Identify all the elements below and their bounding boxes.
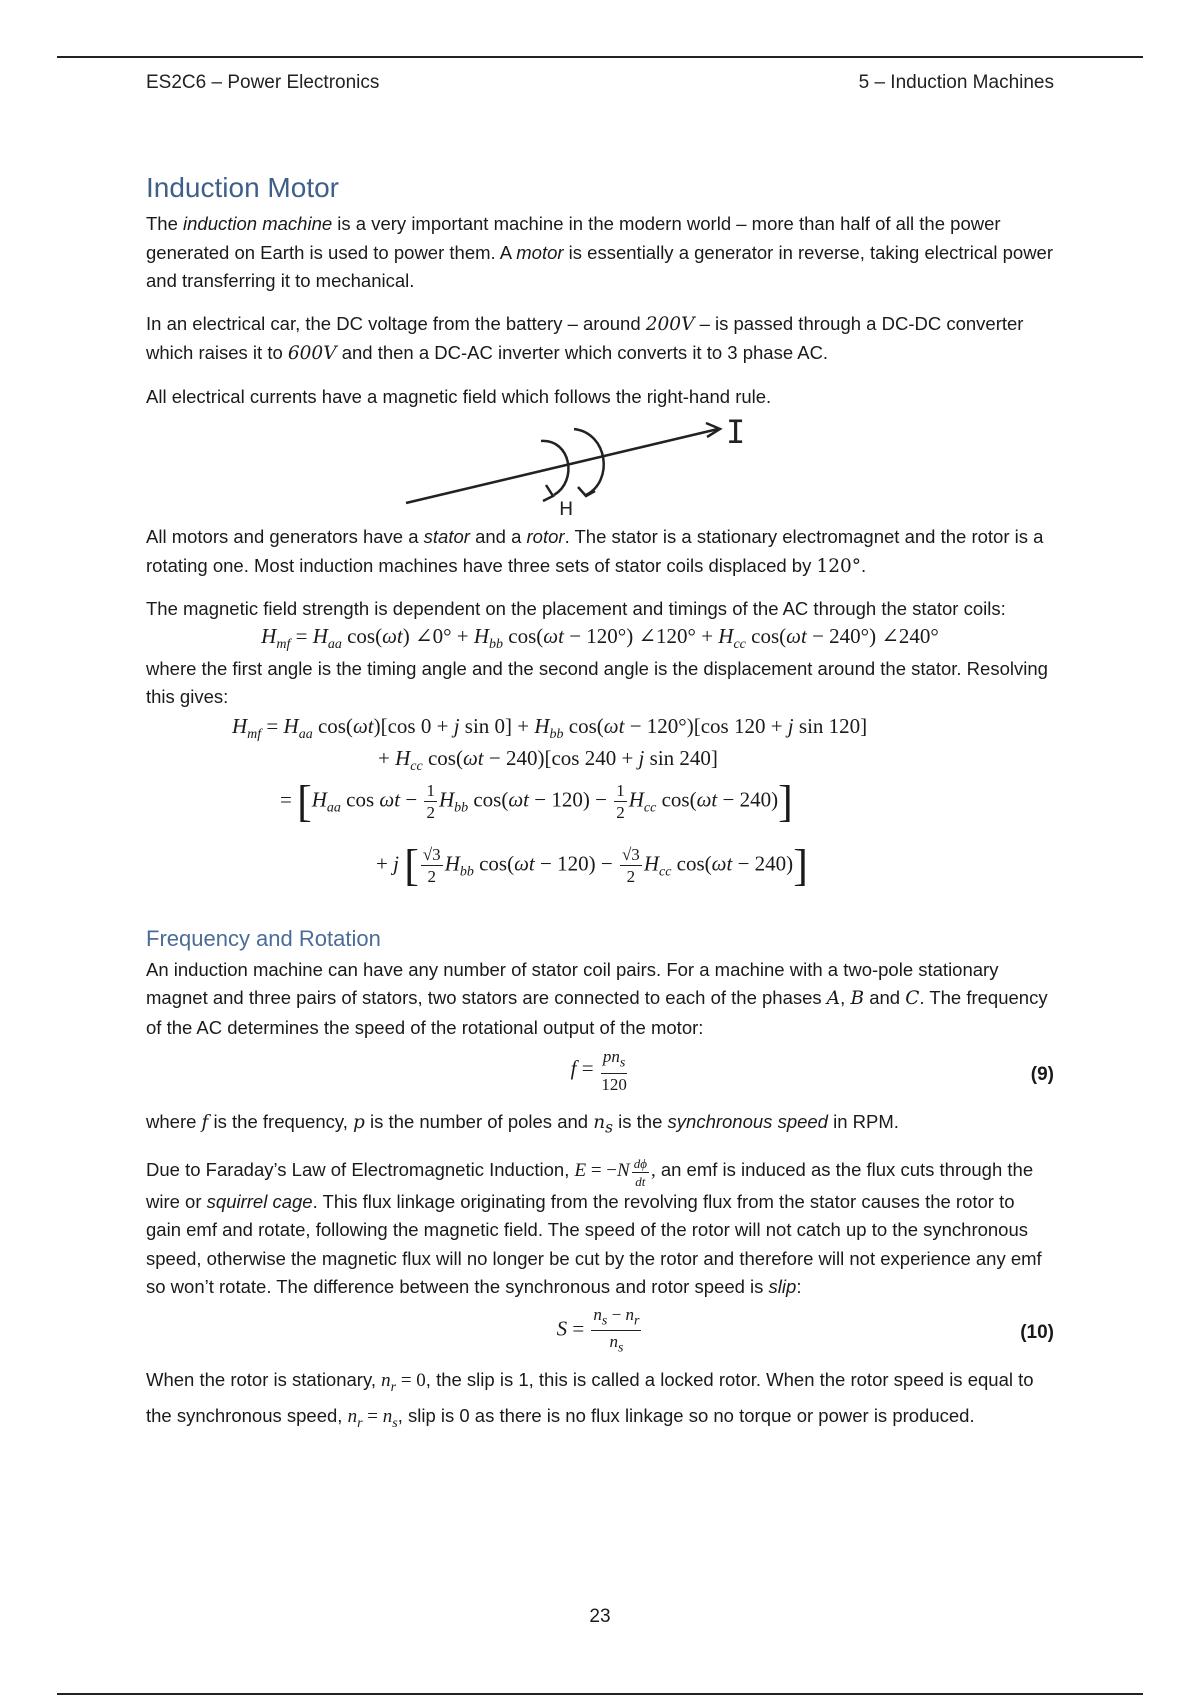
page-body — [146, 170, 1054, 1452]
header-chapter: 5 – Induction Machines — [858, 72, 1054, 93]
right-hand-rule-sketch — [146, 419, 1054, 519]
resolved-equation — [146, 714, 1054, 910]
equation-10-number: (10) — [1020, 1321, 1054, 1343]
resolved-line-3: = [$H_{aa}$ cos ωt − $\frac{1}{2}$ $H_{bb}$ cos(ωt − 120) − $\frac{1}{2}$ $H_{cc}$ cos(ωt − 240)] — [280, 776, 793, 826]
current-label: I — [726, 419, 746, 451]
frequency-paragraph-3: Due to Faraday’s Law of Electromagnetic Induction, E = −N $\frac{d\phi}{dt}$ , an emf is induced as the flux cuts through the wire or squirrel cage. This flux linkage originating from the revolving flux from the stator causes the rotor to gain emf and rotate, following the magnetic field. The speed of the rotor will not catch up to the synchronous speed, otherwise the magnetic flux will no longer be cut by the rotor and therefore will not experience any emf so won’t rotate. The difference between the synchronous and rotor speed is slip: — [146, 1155, 1042, 1298]
resolved-line-1: $H_{mf} = H_{aa}$ cos(ωt)[cos 0 + j $\sin 0] + H_{bb}$ cos(ωt − 120°)[cos 120 + j sin 120] — [232, 713, 868, 742]
equation-9-number: (9) — [1030, 1064, 1054, 1086]
section-title-frequency: Frequency and Rotation — [146, 925, 381, 951]
header-course: ES2C6 – Power Electronics — [146, 72, 380, 93]
stator-paragraph-2: The magnetic field strength is dependent on the placement and timings of the AC through the stator coils: — [146, 598, 1006, 619]
field-label: H — [559, 498, 574, 519]
header-rule — [57, 56, 1143, 58]
right-hand-rule-drawing — [396, 419, 956, 519]
stator-paragraph-1: All motors and generators have a stator and a rotor. The stator is a stationary electromagnet and the rotor is a rotating one. Most induction machines have three sets of stator coils displaced by 120°. — [146, 526, 1044, 577]
intro-paragraph-2: In an electrical car, the DC voltage from the battery – around 200V – is passed through a DC-DC converter which raises it to 600V and then a DC-AC inverter which converts it to 3 phase AC. — [146, 312, 1024, 364]
frequency-equation: f = $\frac{pn_s}{120}$ — [570, 1047, 627, 1094]
page-title: Induction Motor — [146, 172, 339, 203]
resolved-line-2: + $H_{cc}$ cos(ωt − 240)[cos 240 + j sin 240] — [378, 745, 718, 774]
resolved-line-4: + j [ $\frac{√3}{2}$ $H_{bb}$ cos(ωt − 120) − $\frac{√3}{2}$ $H_{cc}$ cos(ωt − 240)] — [376, 840, 808, 890]
frequency-paragraph-4: When the rotor is stationary, $n_r = 0$, the slip is 1, this is called a locked rotor. When the rotor speed is equal to the synchronous speed, $n_r = n_s$, slip is 0 as there is no flux linkage so no torque or power is produced. — [146, 1368, 1034, 1431]
intro-paragraph-3: All electrical currents have a magnetic field which follows the right-hand rule. — [146, 385, 772, 407]
mmf-equation: $H_{mf} = H_{aa}$ cos(ωt) ∠0° + $H_{bb}$ cos(ωt − 120°) ∠120° + $H_{cc}$ cos(ωt − 240°) ∠240° — [261, 623, 939, 652]
equation-10 — [146, 1306, 1054, 1362]
frequency-paragraph-1: An induction machine can have any number of stator coil pairs. For a machine with a two-pole stationary magnet and three pairs of stators, two stators are connected to each of the phases A, B and C. The frequency of the AC determines the speed of the rotational output of the motor: — [146, 958, 1048, 1038]
footer-rule — [57, 1693, 1143, 1695]
frequency-paragraph-2: where f is the frequency, p is the number of poles and $n_s$ is the synchronous speed in RPM. — [146, 1111, 899, 1137]
stator-paragraph-3: where the first angle is the timing angle and the second angle is the displacement around the stator. Resolving this gives: — [146, 657, 1048, 708]
page-number: 23 — [589, 1606, 611, 1627]
intro-paragraph-1: The induction machine is a very important machine in the modern world – more than half of all the power generated on Earth is used to power them. A motor is essentially a generator in reverse, taking electrical power and transferring it to mechanical. — [146, 213, 1054, 291]
equation-9 — [146, 1048, 1054, 1104]
slip-equation: S = $\frac{n_s - n_r}{n_s}$ — [556, 1304, 640, 1356]
